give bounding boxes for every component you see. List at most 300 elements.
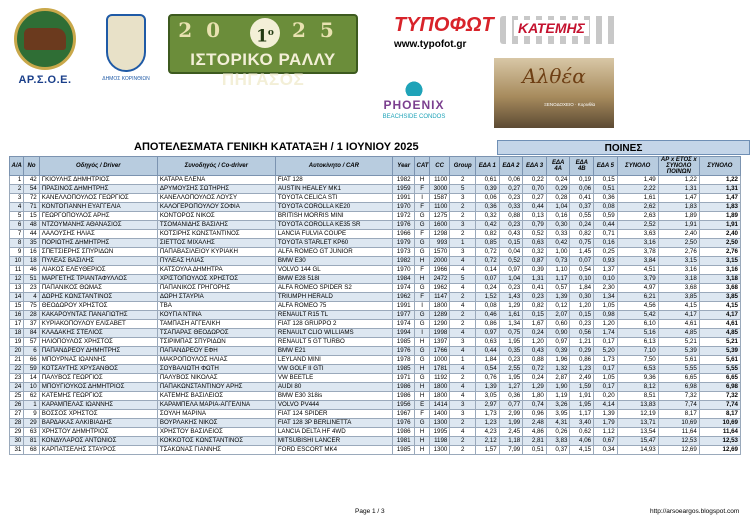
penalties-header: ΠΟΙΝΕΣ xyxy=(497,140,750,155)
cell-year: 1976 xyxy=(392,347,415,356)
cell-co-driver: ΠΑΠΑΝΙΚΟΣ ΓΡΗΓΟΡΗΣ xyxy=(157,284,275,293)
cell-stage-5: 1,39 xyxy=(594,410,618,419)
cell-category: H xyxy=(415,428,429,437)
cell-number: 44 xyxy=(24,230,39,239)
column-header-co-driver: Συνοδηγός / Co-driver xyxy=(157,157,275,176)
table-row xyxy=(10,293,741,302)
cell-co-driver: ΚΑΤΑΡΑ ΕΛΕΝΑ xyxy=(157,176,275,185)
cell-cc: 1600 xyxy=(429,221,450,230)
cell-group: 3 xyxy=(450,194,476,203)
cell-cc: 1298 xyxy=(429,230,450,239)
cell-final-total: 5,39 xyxy=(699,347,740,356)
column-header-group: Group xyxy=(450,157,476,176)
cell-rank: 12 xyxy=(10,275,24,284)
cell-stage-3: 0,51 xyxy=(523,446,547,455)
cell-stage-5: 0,51 xyxy=(594,185,618,194)
cell-car: VW GOLF II GTI xyxy=(275,365,392,374)
cell-category: F xyxy=(415,410,429,419)
cell-driver: ΛΙΑΚΟΣ ΕΛΕΥΘΕΡΙΟΣ xyxy=(39,266,157,275)
cell-stage-4b: 0,30 xyxy=(570,293,594,302)
column-header-final-total: ΣΥΝΟΛΟ xyxy=(699,157,740,176)
cell-category: H xyxy=(415,176,429,185)
cell-year: 1974 xyxy=(392,284,415,293)
cell-coefficient-total: 4,15 xyxy=(658,302,699,311)
cell-penalty-total: 13,54 xyxy=(617,428,658,437)
column-header-coefficient-total: ΑΡ x ΕΤΟΣ x ΣΥΝΟΛΟ ΠΟΙΝΩΝ xyxy=(658,157,699,176)
phoenix-subtitle: BEACHSIDE CONDOS xyxy=(382,114,446,120)
cell-co-driver: ΣΟΥΒΑΛΙΩΤΗ ΦΩΤΗ xyxy=(157,365,275,374)
cell-group: 4 xyxy=(450,257,476,266)
cell-category: G xyxy=(415,212,429,221)
cell-driver: ΠΡΑΣΙΝΟΣ ΔΗΜΗΤΡΗΣ xyxy=(39,185,157,194)
cell-penalty-total: 1,61 xyxy=(617,194,658,203)
cell-coefficient-total: 10,69 xyxy=(658,419,699,428)
cell-penalty-total: 3,84 xyxy=(617,257,658,266)
cell-stage-1: 0,72 xyxy=(476,257,500,266)
cell-group: 4 xyxy=(450,428,476,437)
cell-stage-4a: 0,16 xyxy=(546,212,570,221)
cell-stage-3: 0,24 xyxy=(523,329,547,338)
table-row xyxy=(10,419,741,428)
cell-year: 1994 xyxy=(392,329,415,338)
title-bar xyxy=(9,140,738,155)
table-row xyxy=(10,401,741,410)
cell-year: 1974 xyxy=(392,320,415,329)
column-header-stage-2: ΕΔΑ 2 xyxy=(499,157,523,176)
cell-driver: ΜΑΡΓΕΤΗΣ ΤΡΙΑΝΤΑΦΥΛΛΟΣ xyxy=(39,275,157,284)
cell-cc: 1800 xyxy=(429,302,450,311)
cell-co-driver: ΧΡΙΣΤΟΠΟΥΛΟΣ ΧΡΗΣΤΟΣ xyxy=(157,275,275,284)
cell-group: 3 xyxy=(450,410,476,419)
cell-number: 75 xyxy=(24,302,39,311)
cell-cc: 2472 xyxy=(429,275,450,284)
cell-stage-1: 0,36 xyxy=(476,203,500,212)
cell-penalty-total: 12,19 xyxy=(617,410,658,419)
cell-stage-4a: 0,97 xyxy=(546,338,570,347)
cell-cc: 1800 xyxy=(429,383,450,392)
cell-co-driver: ΠΑΛΥΒΟΣ ΝΙΚΟΛΑΣ xyxy=(157,374,275,383)
cell-year: 1956 xyxy=(392,401,415,410)
table-row xyxy=(10,365,741,374)
cell-co-driver: ΠΑΠΑΒΑΣΙΛΕΙΟΥ ΚΥΡΙΑΚΗ xyxy=(157,248,275,257)
cell-group: 2 xyxy=(450,419,476,428)
cell-penalty-total: 6,13 xyxy=(617,338,658,347)
cell-coefficient-total: 11,64 xyxy=(658,428,699,437)
cell-stage-4b: 1,20 xyxy=(570,302,594,311)
cell-penalty-total: 2,22 xyxy=(617,185,658,194)
cell-stage-3: 0,87 xyxy=(523,257,547,266)
cell-coefficient-total: 2,76 xyxy=(658,248,699,257)
cell-final-total: 7,32 xyxy=(699,392,740,401)
cell-final-total: 7,74 xyxy=(699,401,740,410)
cell-stage-3: 1,20 xyxy=(523,338,547,347)
column-header-year: Year xyxy=(392,157,415,176)
cell-stage-4b: 1,84 xyxy=(570,284,594,293)
cell-rank: 13 xyxy=(10,284,24,293)
cell-stage-5: 1,05 xyxy=(594,374,618,383)
cell-driver: ΠΥΛΕΑΣ ΒΑΣΙΛΗΣ xyxy=(39,257,157,266)
rally-edition-badge xyxy=(250,18,280,48)
cell-stage-4b: 1,17 xyxy=(570,410,594,419)
cell-stage-4b: 0,86 xyxy=(570,356,594,365)
cell-year: 1977 xyxy=(392,311,415,320)
cell-stage-1: 4,23 xyxy=(476,428,500,437)
cell-rank: 31 xyxy=(10,446,24,455)
cell-rank: 28 xyxy=(10,419,24,428)
cell-cc: 1414 xyxy=(429,401,450,410)
cell-final-total: 4,61 xyxy=(699,320,740,329)
cell-stage-4a: 0,33 xyxy=(546,230,570,239)
site-url: http://arsoeargos.blogspot.com xyxy=(650,508,740,515)
cell-stage-5: 0,71 xyxy=(594,230,618,239)
cell-stage-2: 0,75 xyxy=(499,329,523,338)
cell-stage-1: 0,82 xyxy=(476,230,500,239)
cell-year: 1981 xyxy=(392,437,415,446)
cell-stage-4a: 3,95 xyxy=(546,410,570,419)
cell-penalty-total: 4,56 xyxy=(617,302,658,311)
vintage-car-icon xyxy=(24,28,66,50)
column-header-stage-4b: ΕΔΑ 4B xyxy=(570,157,594,176)
cell-category: H xyxy=(415,338,429,347)
cell-car: TOYOTA STARLET KP60 xyxy=(275,239,392,248)
table-row xyxy=(10,320,741,329)
cell-car: AUDI 80 xyxy=(275,383,392,392)
cell-car: ALFA ROMEO SPIDER S2 xyxy=(275,284,392,293)
cell-stage-1: 0,44 xyxy=(476,347,500,356)
cell-penalty-total: 3,16 xyxy=(617,239,658,248)
cell-rank: 10 xyxy=(10,257,24,266)
cell-stage-3: 1,80 xyxy=(523,392,547,401)
cell-co-driver: ΚΑΤΕΜΗΣ ΒΑΣΙΛΕΙΟΣ xyxy=(157,392,275,401)
cell-final-total: 6,98 xyxy=(699,383,740,392)
cell-group: 2 xyxy=(450,374,476,383)
column-header-stage-3: ΕΔΑ 3 xyxy=(523,157,547,176)
cell-stage-3: 0,63 xyxy=(523,239,547,248)
table-row xyxy=(10,338,741,347)
cell-stage-2: 1,99 xyxy=(499,419,523,428)
cell-year: 1991 xyxy=(392,194,415,203)
table-row xyxy=(10,311,741,320)
municipality-shield-icon xyxy=(106,14,146,72)
cell-year: 1973 xyxy=(392,248,415,257)
cell-group: 3 xyxy=(450,221,476,230)
cell-car: LEYLAND MINI xyxy=(275,356,392,365)
cell-stage-5: 1,05 xyxy=(594,302,618,311)
cell-stage-2: 0,23 xyxy=(499,221,523,230)
cell-coefficient-total: 1,89 xyxy=(658,212,699,221)
cell-co-driver: ΔΡΥΜΟΥΣΗΣ ΣΩΤΗΡΗΣ xyxy=(157,185,275,194)
cell-category: H xyxy=(415,365,429,374)
cell-coefficient-total: 3,68 xyxy=(658,284,699,293)
cell-number: 35 xyxy=(24,239,39,248)
table-row xyxy=(10,248,741,257)
cell-year: 1979 xyxy=(392,239,415,248)
cell-stage-4b: 0,07 xyxy=(570,257,594,266)
cell-group: 3 xyxy=(450,401,476,410)
cell-car: VOLVO 144 GL xyxy=(275,266,392,275)
cell-stage-2: 0,04 xyxy=(499,248,523,257)
cell-year: 1959 xyxy=(392,185,415,194)
cell-rank: 22 xyxy=(10,365,24,374)
cell-number: 14 xyxy=(24,374,39,383)
cell-group: 4 xyxy=(450,329,476,338)
cell-stage-3: 0,44 xyxy=(523,203,547,212)
cell-co-driver: ΚΑΡΑΜΠΕΛΑ ΜΑΡΙΑ-ΑΓΓΕΛΙΝΑ xyxy=(157,401,275,410)
cell-rank: 18 xyxy=(10,329,24,338)
cell-stage-3: 0,32 xyxy=(523,248,547,257)
cell-cc: 1300 xyxy=(429,446,450,455)
cell-car: ALFA ROMEO 75 xyxy=(275,302,392,311)
cell-penalty-total: 1,49 xyxy=(617,176,658,185)
cell-group: 2 xyxy=(450,311,476,320)
cell-number: 4 xyxy=(24,293,39,302)
cell-driver: ΒΟΣΣΟΣ ΧΡΗΣΤΟΣ xyxy=(39,410,157,419)
cell-cc: 1800 xyxy=(429,392,450,401)
cell-penalty-total: 6,10 xyxy=(617,320,658,329)
cell-stage-5: 0,16 xyxy=(594,239,618,248)
table-row xyxy=(10,383,741,392)
cell-number: 28 xyxy=(24,311,39,320)
cell-year: 1986 xyxy=(392,392,415,401)
cell-stage-4b: 1,91 xyxy=(570,392,594,401)
cell-stage-2: 1,34 xyxy=(499,320,523,329)
cell-car: FORD ESCORT MK4 xyxy=(275,446,392,455)
cell-driver: ΚΑΚΑΡΟΥΝΤΑΣ ΠΑΝΑΓΙΩΤΗΣ xyxy=(39,311,157,320)
cell-stage-3: 0,72 xyxy=(523,365,547,374)
cell-stage-5: 5,20 xyxy=(594,347,618,356)
cell-stage-5: 0,25 xyxy=(594,248,618,257)
phoenix-name: PHOENIX xyxy=(383,98,445,112)
cell-co-driver: ΤΣΑΚΩΝΑΣ ΓΙΑΝΝΗΣ xyxy=(157,446,275,455)
cell-final-total: 10,69 xyxy=(699,419,740,428)
cell-stage-1: 0,39 xyxy=(476,185,500,194)
cell-rank: 5 xyxy=(10,212,24,221)
cell-stage-3: 2,48 xyxy=(523,419,547,428)
cell-category: F xyxy=(415,185,429,194)
cell-cc: 1289 xyxy=(429,311,450,320)
cell-stage-5: 1,73 xyxy=(594,356,618,365)
cell-stage-1: 1,73 xyxy=(476,410,500,419)
cell-final-total: 12,53 xyxy=(699,437,740,446)
cell-stage-2: 1,61 xyxy=(499,311,523,320)
cell-car: MITSUBISHI LANCER xyxy=(275,437,392,446)
cell-number: 51 xyxy=(24,275,39,284)
cell-coefficient-total: 1,47 xyxy=(658,194,699,203)
column-header-category: CAT xyxy=(415,157,429,176)
cell-final-total: 8,17 xyxy=(699,410,740,419)
rally-year-left: 20 xyxy=(178,18,235,42)
cell-stage-4b: 0,54 xyxy=(570,266,594,275)
cell-final-total: 5,61 xyxy=(699,356,740,365)
cell-co-driver: ΤΑΜΠΑΣΗ ΑΓΓΕΛΙΚΗ xyxy=(157,320,275,329)
footer xyxy=(0,508,746,520)
cell-number: 46 xyxy=(24,266,39,275)
cell-stage-1: 0,86 xyxy=(476,320,500,329)
cell-category: F xyxy=(415,266,429,275)
cell-stage-4b: 1,23 xyxy=(570,365,594,374)
cell-co-driver: ΚΑΝΕΛΛΟΠΟΥΛΟΣ ΛΟΥΣΥ xyxy=(157,194,275,203)
cell-driver: ΚΑΝΕΛΛΟΠΟΥΛΟΣ ΓΕΩΡΓΙΟΣ xyxy=(39,194,157,203)
cell-stage-4b: 0,37 xyxy=(570,203,594,212)
cell-final-total: 3,18 xyxy=(699,275,740,284)
typofot-logo xyxy=(394,14,494,50)
cell-group: 4 xyxy=(450,266,476,275)
cell-coefficient-total: 8,17 xyxy=(658,410,699,419)
cell-stage-3: 2,81 xyxy=(523,437,547,446)
cell-cc: 1962 xyxy=(429,284,450,293)
cell-stage-5: 1,79 xyxy=(594,419,618,428)
cell-driver: ΚΛΑΔΑΚΗΣ ΣΤΕΛΙΟΣ xyxy=(39,329,157,338)
rally-logo xyxy=(168,14,358,89)
cell-stage-4a: 4,31 xyxy=(546,419,570,428)
arsoe-logo xyxy=(8,8,82,88)
table-row xyxy=(10,437,741,446)
cell-category: F xyxy=(415,203,429,212)
cell-penalty-total: 4,51 xyxy=(617,266,658,275)
cell-driver: ΚΥΡΙΑΚΟΠΟΥΛΟΥ ΕΛΙΣΑΒΕΤ xyxy=(39,320,157,329)
cell-stage-2: 2,45 xyxy=(499,428,523,437)
cell-cc: 1995 xyxy=(429,428,450,437)
cell-stage-2: 0,23 xyxy=(499,284,523,293)
cell-car: TOYOTA COROLLA KE35 SR xyxy=(275,221,392,230)
cell-stage-5: 0,20 xyxy=(594,392,618,401)
cell-stage-1: 0,46 xyxy=(476,311,500,320)
page-number: Page 1 / 3 xyxy=(355,508,385,515)
cell-co-driver: ΒΟΥΡΛΑΚΗΣ ΝΙΚΟΣ xyxy=(157,419,275,428)
cell-stage-3: 0,13 xyxy=(523,212,547,221)
cell-stage-4b: 1,45 xyxy=(570,248,594,257)
cell-cc: 1198 xyxy=(429,437,450,446)
cell-driver: ΗΛΙΟΠΟΥΛΟΣ ΧΡΗΣΤΟΣ xyxy=(39,338,157,347)
table-row xyxy=(10,221,741,230)
cell-stage-5: 0,93 xyxy=(594,257,618,266)
table-row xyxy=(10,212,741,221)
rally-year-right: 25 xyxy=(291,18,348,42)
cell-group: 2 xyxy=(450,320,476,329)
cell-car: TOYOTA CELICA STI xyxy=(275,194,392,203)
cell-car: BMW E30 318is xyxy=(275,392,392,401)
cell-stage-4a: 0,30 xyxy=(546,221,570,230)
cell-stage-3: 0,79 xyxy=(523,221,547,230)
cell-coefficient-total: 2,50 xyxy=(658,239,699,248)
cell-co-driver: ΤΣΟΜΑΝΙΔΗΣ ΒΑΣΙΛΗΣ xyxy=(157,221,275,230)
cell-driver: ΠΑΠΑΝΔΡΕΟΥ ΔΗΜΗΤΡΗΣ xyxy=(39,347,157,356)
cell-number: 18 xyxy=(24,257,39,266)
cell-stage-2: 0,33 xyxy=(499,203,523,212)
column-header-rank: Α/Α xyxy=(10,157,24,176)
cell-co-driver: ΧΡΗΣΤΟΥ ΒΑΣΙΛΕΙΟΣ xyxy=(157,428,275,437)
cell-category: G xyxy=(415,221,429,230)
cell-coefficient-total: 1,22 xyxy=(658,176,699,185)
cell-group: 4 xyxy=(450,347,476,356)
cell-stage-5: 0,67 xyxy=(594,437,618,446)
cell-group: 2 xyxy=(450,293,476,302)
table-row xyxy=(10,329,741,338)
cell-stage-3: 1,29 xyxy=(523,383,547,392)
cell-final-total: 4,85 xyxy=(699,329,740,338)
cell-stage-4a: 3,26 xyxy=(546,401,570,410)
cell-group: 4 xyxy=(450,392,476,401)
cell-stage-4a: 1,19 xyxy=(546,392,570,401)
cell-stage-4a: 2,87 xyxy=(546,374,570,383)
cell-co-driver: ΚΟΥΓΙΑ ΝΤΙΝΑ xyxy=(157,311,275,320)
cell-category: F xyxy=(415,293,429,302)
cell-number: 9 xyxy=(24,410,39,419)
cell-penalty-total: 8,51 xyxy=(617,392,658,401)
cell-stage-1: 0,42 xyxy=(476,221,500,230)
cell-stage-4b: 0,55 xyxy=(570,212,594,221)
cell-stage-5: 0,17 xyxy=(594,365,618,374)
cell-coefficient-total: 5,39 xyxy=(658,347,699,356)
cell-driver: ΠΑΠΑΝΙΚΟΣ ΘΩΜΑΣ xyxy=(39,284,157,293)
cell-final-total: 1,22 xyxy=(699,176,740,185)
cell-stage-3: 0,39 xyxy=(523,266,547,275)
cell-stage-5: 1,74 xyxy=(594,329,618,338)
cell-cc: 2000 xyxy=(429,257,450,266)
cell-car: RENAULT R15 TL xyxy=(275,311,392,320)
cell-category: G xyxy=(415,356,429,365)
cell-stage-2: 0,23 xyxy=(499,356,523,365)
cell-stage-2: 0,06 xyxy=(499,176,523,185)
table-row xyxy=(10,239,741,248)
cell-stage-4a: 0,73 xyxy=(546,257,570,266)
cell-cc: 1400 xyxy=(429,410,450,419)
cell-penalty-total: 14,93 xyxy=(617,446,658,455)
cell-stage-2: 2,99 xyxy=(499,410,523,419)
cell-final-total: 3,16 xyxy=(699,266,740,275)
cell-year: 1970 xyxy=(392,266,415,275)
cell-rank: 21 xyxy=(10,356,24,365)
cell-stage-1: 1,23 xyxy=(476,419,500,428)
katemis-logo xyxy=(500,14,618,50)
cell-stage-4b: 1,59 xyxy=(570,383,594,392)
cell-stage-1: 0,06 xyxy=(476,194,500,203)
cell-coefficient-total: 6,98 xyxy=(658,383,699,392)
cell-group: 2 xyxy=(450,203,476,212)
cell-group: 5 xyxy=(450,275,476,284)
cell-stage-4b: 0,24 xyxy=(570,221,594,230)
cell-stage-5: 4,14 xyxy=(594,401,618,410)
cell-stage-1: 2,12 xyxy=(476,437,500,446)
cell-number: 71 xyxy=(24,203,39,212)
cell-year: 1984 xyxy=(392,275,415,284)
cell-stage-1: 0,07 xyxy=(476,275,500,284)
cell-group: 4 xyxy=(450,284,476,293)
cell-stage-4b: 0,29 xyxy=(570,347,594,356)
cell-final-total: 3,85 xyxy=(699,293,740,302)
cell-driver: ΠΟΡΙΩΤΗΣ ΔΗΜΗΤΡΗΣ xyxy=(39,239,157,248)
cell-category: G xyxy=(415,284,429,293)
cell-stage-5: 0,17 xyxy=(594,338,618,347)
cell-driver: ΚΟΝΤΟΓΙΑΝΝΗ ΕΥΑΓΓΕΛΙΑ xyxy=(39,203,157,212)
cell-rank: 27 xyxy=(10,410,24,419)
cell-category: I xyxy=(415,329,429,338)
cell-final-total: 1,91 xyxy=(699,221,740,230)
cell-stage-4a: 1,10 xyxy=(546,266,570,275)
cell-stage-4b: 0,06 xyxy=(570,185,594,194)
table-row xyxy=(10,176,741,185)
cell-stage-4b: 0,19 xyxy=(570,176,594,185)
cell-stage-3: 0,74 xyxy=(523,401,547,410)
cell-co-driver: ΔΩΡΗ ΣΤΑΥΡΙΑ xyxy=(157,293,275,302)
cell-stage-5: 1,12 xyxy=(594,428,618,437)
cell-car: BMW E30 xyxy=(275,257,392,266)
cell-stage-2: 0,15 xyxy=(499,239,523,248)
cell-year: 1985 xyxy=(392,365,415,374)
cell-stage-1: 0,54 xyxy=(476,365,500,374)
cell-penalty-total: 13,71 xyxy=(617,419,658,428)
cell-number: 6 xyxy=(24,347,39,356)
